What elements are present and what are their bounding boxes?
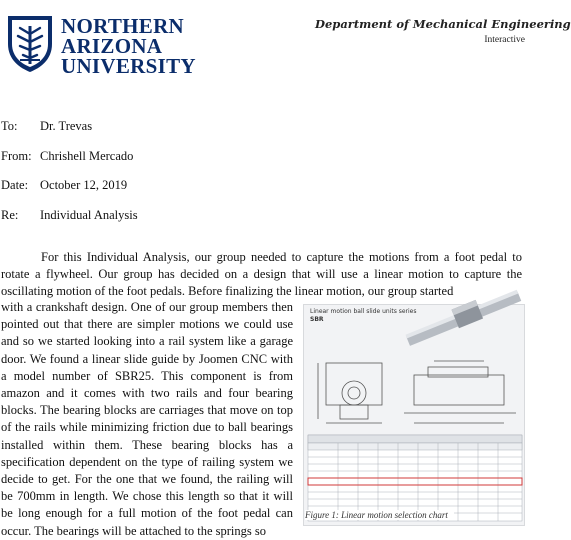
university-line-2: ARIZONA xyxy=(61,34,163,58)
memo-re-value: Individual Analysis xyxy=(40,208,138,222)
memo-date-label: Date: xyxy=(1,178,29,192)
memo-from-label: From: xyxy=(1,149,32,163)
memo-re-label: Re: xyxy=(1,208,19,222)
department-subtitle: Interactive xyxy=(484,35,525,45)
memo-from-value: Chrishell Mercado xyxy=(40,149,134,163)
spec-table xyxy=(308,435,522,521)
rail-cross-section xyxy=(318,363,382,423)
body-paragraph-intro-text: For this Individual Analysis, our group needed to capture the motions from a foot pedal to rotate a flywheel. Our group has decided on a design that will use a linear motion to capture the oscillating motion of the foot pedals. Before finalizing the linear motion, our group started xyxy=(1,250,522,299)
memo-to-value: Dr. Trevas xyxy=(40,119,93,133)
nau-shield-logo xyxy=(6,14,54,74)
university-name xyxy=(61,16,196,76)
memo-from-row xyxy=(1,149,133,164)
rail-side-view xyxy=(404,361,516,423)
department-name: Department of Mechanical Engineering xyxy=(315,17,571,31)
memo-date-value: October 12, 2019 xyxy=(40,178,128,192)
university-line-3: UNIVERSITY xyxy=(61,54,196,78)
body-paragraph-wrapped: with a crankshaft design. One of our group members then pointed out that there are simpler motions we could use and so we started looking into a rail system like a garage door. We found a linear slide guide by Joomen CNC with a model number of SBR25. This component is from amazon and it comes with two rails and four bearing blocks. The bearing blocks are carriages that move on top of the rails while minimizing friction due to ball bearings installed within them. These bearing blocks has a specification dependent on the type of railing system we decide to get. For the one that we found, the railing will be 700mm in length. We chose this length so that it will be long enough for a full motion of the foot pedal can occur. The bearings will be attached to the springs so xyxy=(1,300,293,538)
university-line-1: NORTHERN xyxy=(61,14,185,38)
memo-to-row xyxy=(1,119,92,134)
rail-drawing xyxy=(304,323,526,523)
catalog-image-title: Linear motion ball slide units series xyxy=(310,308,417,315)
memo-date-row xyxy=(1,178,127,193)
figure-caption: Figure 1: Linear motion selection chart xyxy=(305,510,454,520)
figure-linear-motion-chart xyxy=(303,304,525,524)
body-paragraph-intro xyxy=(1,249,522,301)
memo-to-label: To: xyxy=(1,119,18,133)
catalog-image-series: SBR xyxy=(310,316,324,323)
catalog-image xyxy=(303,304,525,526)
memo-re-row xyxy=(1,208,138,223)
